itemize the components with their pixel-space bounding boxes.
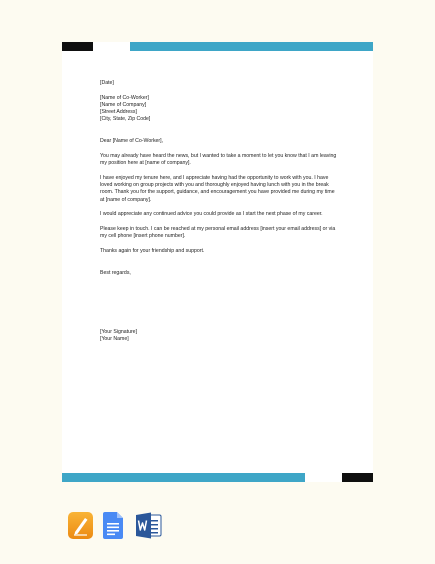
paragraph-2: I have enjoyed my tenure here, and I appreciate having had the opportunity to work with you. I have loved working on group projects with you and thoroughly enjoyed having lunch with you in the break room. Thank you for the support, guidance, and encouragement you have provided me during my time at [name of company]. (100, 174, 335, 203)
salutation: Dear [Name of Co-Worker], (100, 138, 164, 145)
paragraph-4: Please keep in touch. I can be reached at my personal email address [insert your email address] or via my cell phone [insert phone number]. (100, 225, 336, 240)
paragraph-3: I would appreciate any continued advice you could provide as I start the next phase of my career. (100, 211, 323, 218)
pages-icon[interactable] (68, 512, 93, 539)
header-blue-bar (130, 42, 373, 51)
letter-page (62, 42, 373, 482)
word-icon[interactable] (136, 512, 162, 539)
google-docs-icon[interactable] (103, 512, 123, 539)
letter-date: [Date] (100, 80, 114, 86)
closing: Best regards, (100, 269, 131, 276)
recipient-name: [Name of Co-Worker] (100, 94, 149, 101)
footer-blue-bar (62, 473, 305, 482)
typed-name: [Your Name] (100, 336, 129, 343)
signature: [Your Signature] (100, 329, 138, 336)
recipient-city: [City, State, Zip Code] (100, 116, 151, 123)
paragraph-1: You may already have heard the news, but I wanted to take a moment to let you know that I am leaving my position here at [name of company]. (100, 152, 337, 167)
header-black-bar (62, 42, 93, 51)
footer-black-bar (342, 473, 373, 482)
recipient-company: [Name of Company] (100, 101, 147, 108)
recipient-street: [Street Address] (100, 109, 137, 116)
paragraph-5: Thanks again for your friendship and support. (100, 247, 205, 254)
letter-body (100, 80, 338, 344)
